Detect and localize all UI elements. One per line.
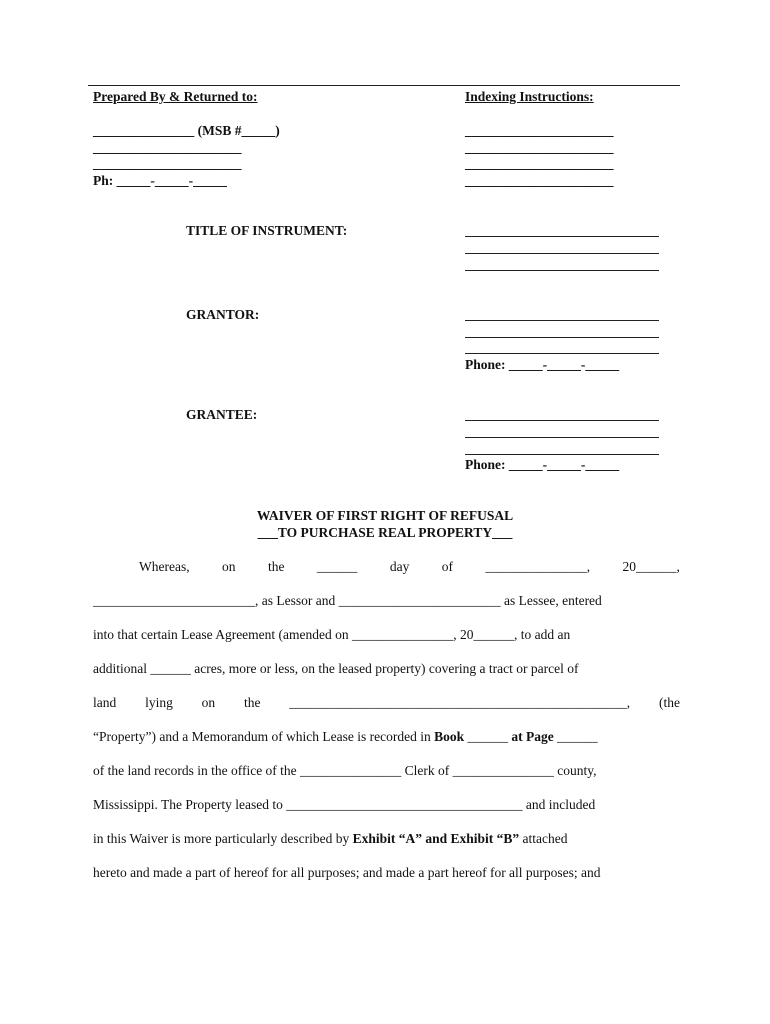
land-location-blank: __________________________________________________, bbox=[289, 695, 631, 710]
body-line-7 bbox=[93, 754, 680, 788]
grantee-blank-2 bbox=[465, 437, 659, 438]
prepared-by-label: Prepared By & Returned to: bbox=[93, 89, 258, 104]
waiver-description-text: in this Waiver is more particularly described by bbox=[93, 831, 353, 846]
lease-agreement-text: into that certain Lease Agreement (amended on _______________, 20______, to add an bbox=[93, 627, 571, 642]
attached-text: attached bbox=[519, 831, 568, 846]
body-paragraph bbox=[93, 550, 680, 890]
indexing-blank-2: ______________________ bbox=[465, 140, 614, 155]
title-blank-1 bbox=[465, 236, 659, 237]
title-blank-3 bbox=[465, 270, 659, 271]
year-blank: 20______, bbox=[622, 559, 680, 574]
body-line-3 bbox=[93, 618, 680, 652]
body-line-1 bbox=[93, 550, 680, 584]
grantee-blank-1 bbox=[465, 420, 659, 421]
land-records-text: of the land records in the office of the _______________ Clerk of _______________ county, bbox=[93, 763, 597, 778]
body-line-8 bbox=[93, 788, 680, 822]
page-label: at Page bbox=[511, 729, 554, 744]
grantee-label: GRANTEE: bbox=[186, 407, 258, 422]
word: day bbox=[389, 559, 410, 574]
word: the bbox=[267, 559, 285, 574]
indexing-instructions-label: Indexing Instructions: bbox=[465, 89, 594, 104]
preparer-blank-1: ______________________ bbox=[93, 140, 242, 155]
word: Whereas, bbox=[139, 559, 190, 574]
msb-line: _______________ (MSB #_____) bbox=[93, 123, 280, 138]
book-label: Book bbox=[434, 729, 465, 744]
exhibit-labels: Exhibit “A” and Exhibit “B” bbox=[352, 831, 520, 846]
grantor-phone: Phone: _____-_____-_____ bbox=[465, 357, 620, 372]
grantee-phone: Phone: _____-_____-_____ bbox=[465, 457, 620, 472]
body-line-10 bbox=[93, 856, 680, 890]
document-title-line-2: ___TO PURCHASE REAL PROPERTY___ bbox=[257, 525, 513, 540]
grantor-label: GRANTOR: bbox=[186, 307, 260, 322]
property-leased-text: Mississippi. The Property leased to ___________________________________ and included bbox=[93, 797, 596, 812]
indexing-blank-4: ______________________ bbox=[465, 173, 614, 188]
title-of-instrument-label: TITLE OF INSTRUMENT: bbox=[186, 223, 348, 238]
hereto-text: hereto and made a part of hereof for all purposes; and made a part hereof for all purposes; and bbox=[93, 865, 601, 880]
page-blank: ______ bbox=[553, 729, 598, 744]
grantor-blank-2 bbox=[465, 337, 659, 338]
body-line-2 bbox=[93, 584, 680, 618]
indexing-blank-1: ______________________ bbox=[465, 123, 614, 138]
body-line-5 bbox=[93, 686, 680, 720]
document-title-line-1: WAIVER OF FIRST RIGHT OF REFUSAL bbox=[256, 508, 514, 523]
indexing-blank-3: ______________________ bbox=[465, 156, 614, 171]
body-line-4 bbox=[93, 652, 680, 686]
word: land bbox=[93, 695, 117, 710]
word: (the bbox=[658, 695, 680, 710]
body-line-6 bbox=[93, 720, 680, 754]
preparer-blank-2: ______________________ bbox=[93, 156, 242, 171]
day-blank: ______ bbox=[316, 559, 358, 574]
grantor-blank-1 bbox=[465, 320, 659, 321]
grantor-blank-3 bbox=[465, 353, 659, 354]
title-blank-2 bbox=[465, 253, 659, 254]
acres-text: additional ______ acres, more or less, on the leased property) covering a tract or parcel of bbox=[93, 661, 579, 676]
word: on bbox=[222, 559, 236, 574]
header-rule bbox=[88, 85, 680, 86]
word: lying bbox=[145, 695, 173, 710]
lessor-lessee-text: ________________________, as Lessor and ________________________ as Lessee, entered bbox=[93, 593, 602, 608]
property-text: “Property”) and a Memorandum of which Lease is recorded in bbox=[93, 729, 435, 744]
word: of bbox=[441, 559, 454, 574]
word: on bbox=[201, 695, 216, 710]
book-blank: ______ bbox=[464, 729, 512, 744]
grantee-blank-3 bbox=[465, 454, 659, 455]
month-blank: _______________, bbox=[485, 559, 591, 574]
body-line-9 bbox=[93, 822, 680, 856]
preparer-phone: Ph: _____-_____-_____ bbox=[93, 173, 227, 188]
word: the bbox=[243, 695, 261, 710]
